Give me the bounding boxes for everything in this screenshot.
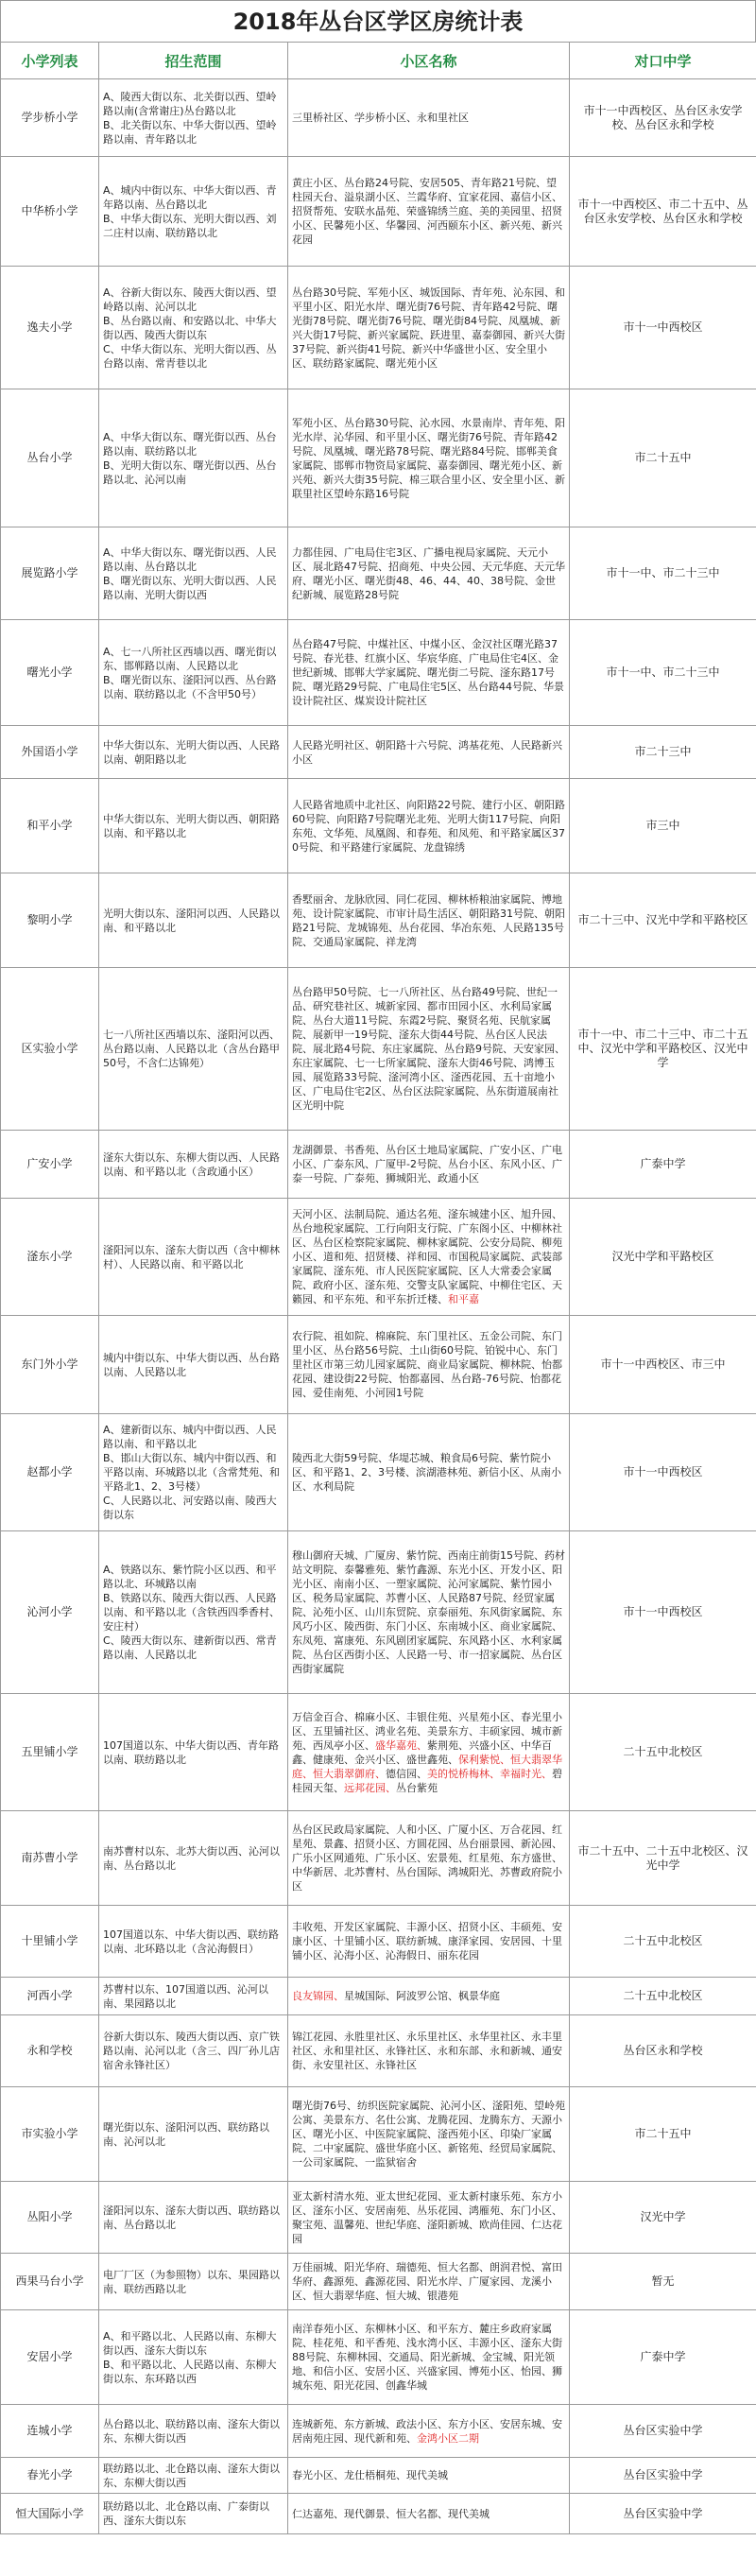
enrollment-range: A、城内中街以东、中华大街以西、青年路以南、丛台路以北 B、中华大街以东、光明大街以西、刘二庄村以南、联纺路以北	[99, 157, 288, 267]
middle-school: 市二十五中、二十五中北校区、汉光中学	[570, 1811, 756, 1906]
middle-school: 丛台区永和学校	[570, 2015, 756, 2087]
middle-school: 市十一中、市二十三中、市二十五中、汉光中学和平路校区、汉光中学	[570, 968, 756, 1131]
table-row	[1, 1978, 756, 2015]
enrollment-range: A、中华大街以东、曙光街以西、丛台路以南、联纺路以北 B、光明大街以东、曙光街以西、丛台路以北、沁河以南	[99, 389, 288, 527]
community-list: 丰收苑、开发区家属院、丰源小区、招贤小区、丰硕苑、安康小区、十里铺小区、联纺新城、康泽家园、安居园、十里铺小区、沁海小区、沁海假日、丽东花园	[288, 1906, 570, 1978]
school-name: 学步桥小学	[1, 79, 99, 157]
middle-school: 市十一中西校区	[570, 267, 756, 389]
table-row	[1, 267, 756, 389]
table-row	[1, 2182, 756, 2254]
table-row	[1, 2015, 756, 2087]
enrollment-range: 联纺路以北、北仓路以南、滏东大街以东、东柳大街以西	[99, 2458, 288, 2494]
school-name: 南苏曹小学	[1, 1811, 99, 1906]
enrollment-range: 滏东大街以东、东柳大街以西、人民路以南、和平路以北（含政通小区）	[99, 1131, 288, 1199]
community-list: 连城新苑、东方新城、政法小区、东方小区、安居东城、安居南苑庄园、现代新和苑、金鸿小区二期	[288, 2405, 570, 2458]
community-list: 农行院、祖如院、棉麻院、东门里社区、五金公司院、东门里小区、丛台路56号院、土山街60号院、铂锐中心、东门里社区市第三幼儿园家属院、商业局家属院、柳林院、怡都花园、建设街22号院、怡都嘉园、丛台路-76号院、怡都花园、爱佳南苑、小河园1号院	[288, 1316, 570, 1414]
enrollment-range: A、和平路以北、人民路以南、东柳大街以西、滏东大街以东 B、和平路以北、人民路以南、东柳大街以东、东环路以西	[99, 2310, 288, 2405]
table-row	[1, 779, 756, 873]
enrollment-range: 中华大街以东、光明大街以西、人民路以南、朝阳路以北	[99, 726, 288, 779]
middle-school: 市十一中西校区、丛台区永安学校、丛台区永和学校	[570, 79, 756, 157]
community-list: 力都佳园、广电局住宅3区、广播电视局家属院、天元小区、展北路47号院、招商苑、中央公园、天元华庭、天元华府、曙光小区、曙光街48、46、44、40、38号院、金世纪新城、展览路28号院	[288, 527, 570, 620]
middle-school: 二十五中北校区	[570, 1694, 756, 1811]
school-name: 逸夫小学	[1, 267, 99, 389]
page-title: 2018年丛台区学区房统计表	[0, 0, 756, 42]
middle-school: 广泰中学	[570, 2310, 756, 2405]
table-row	[1, 2405, 756, 2458]
community-list: 丛台区民政局家属院、人和小区、广厦小区、万合花园、红星苑、景鑫、招贤小区、方圆花园、丛台丽景园、新沁园、广乐小区网通苑、广乐小区、宏景苑、红星苑、东方盛世、中华新居、北苏曹村、丛台国际、鸿城阳光、苏曹政府院小区	[288, 1811, 570, 1906]
enrollment-range: 电厂厂区（为参照物）以东、果园路以南、联纺西路以北	[99, 2254, 288, 2310]
enrollment-range: A、陵西大街以东、北关街以西、望岭路以南(含常谢庄)丛台路以北 B、北关街以东、中华大街以西、望岭路以南、青年路以北	[99, 79, 288, 157]
header-row	[1, 43, 756, 79]
community-list: 三里桥社区、学步桥小区、永和里社区	[288, 79, 570, 157]
middle-school: 广泰中学	[570, 1131, 756, 1199]
header-middle-school: 对口中学	[570, 43, 756, 79]
middle-school: 市十一中、市二十三中	[570, 620, 756, 726]
enrollment-range: 七一八所社区西墙以东、滏阳河以西、丛台路以南、人民路以北（含丛台路甲50号，不含仁达锦苑）	[99, 968, 288, 1131]
community-list: 曙光街76号、纺织医院家属院、沁河小区、滏阳苑、望岭苑公寓、美景东方、名仕公寓、龙腾花园、龙腾东方、天源小区、曙光小区、中医院家属院、滏西苑小区、印染厂家属院、二中家属院、盛世华庭小区、新铭苑、经贸局家属院、一公司家属院、一监狱宿舍	[288, 2087, 570, 2182]
community-list: 天河小区、法制局院、通达名苑、滏东城建小区、旭升园、丛台地税家属院、工行向阳支行院、广东阁小区、中柳林社区、丛台区检察院家属院、柳林家属院、公安分局院、柳苑小区、道和苑、招贤楼、祥和园、市国税局家属院、武装部家属院、滏东苑、市人民医院家属院、区人大常委会家属院、政府小区、滏东苑、交警支队家属院、中柳住宅区、天籁园、和平东苑、和平东折迁楼、和平嘉	[288, 1199, 570, 1316]
table-row	[1, 2494, 756, 2534]
table-row	[1, 1131, 756, 1199]
school-name: 广安小学	[1, 1131, 99, 1199]
middle-school: 市十一中西校区、市三中	[570, 1316, 756, 1414]
middle-school: 市二十五中	[570, 2087, 756, 2182]
enrollment-range: 丛台路以北、联纺路以南、滏东大街以东、东柳大街以西	[99, 2405, 288, 2458]
table-row	[1, 873, 756, 968]
community-list: 人民路光明社区、朝阳路十六号院、鸿基花苑、人民路新兴小区	[288, 726, 570, 779]
middle-school: 汉光中学和平路校区	[570, 1199, 756, 1316]
community-list: 陵西北大街59号院、华堤芯城、粮食局6号院、紫竹院小区、和平路1、2、3号楼、滨湖港林苑、新信小区、从南小区、水利局院	[288, 1414, 570, 1531]
community-list: 万佳丽城、阳光华府、瑞德苑、恒大名都、朗润君悦、富田华府、鑫源苑、鑫源花园、阳光水岸、广厦家园、龙溪小区、恒大翡翠华庭、恒大城、银港苑	[288, 2254, 570, 2310]
table-row	[1, 1531, 756, 1694]
school-name: 和平小学	[1, 779, 99, 873]
middle-school: 二十五中北校区	[570, 1906, 756, 1978]
enrollment-range: 苏曹村以东、107国道以西、沁河以南、果园路以北	[99, 1978, 288, 2015]
table-row	[1, 1316, 756, 1414]
community-list: 丛台路47号院、中煤社区、中煤小区、金汉社区曙光路37号院、春光巷、红旗小区、华宸华庭、广电局住宅4区、金世纪新城、邯郸大学家属院、曙光街二号院、滏东路17号院、曙光路29号院、广电局住宅5区、丛台路44号院、华景设计院社区、煤炭设计院社区	[288, 620, 570, 726]
community-list: 军苑小区、丛台路30号院、沁水园、水景南岸、青年苑、阳光水岸、沁华园、和平里小区、曙光街76号院、青年路42号院、凤凰城、曙光路78号院、曙光路84号院、邯郸美食家属院、邯郸市物资局家属院、嘉泰御园、曙光苑小区、新兴苑、新兴大街35号院、棉三联合里小区、安全里小区、新联里社区望岭东路16号院	[288, 389, 570, 527]
table-row	[1, 620, 756, 726]
middle-school: 市二十三中	[570, 726, 756, 779]
enrollment-range: 光明大街以东、滏阳河以西、人民路以南、和平路以北	[99, 873, 288, 968]
table-row	[1, 2254, 756, 2310]
middle-school: 汉光中学	[570, 2182, 756, 2254]
school-name: 春光小学	[1, 2458, 99, 2494]
table-row	[1, 1906, 756, 1978]
header-school: 小学列表	[1, 43, 99, 79]
table-row	[1, 1199, 756, 1316]
enrollment-range: 107国道以东、中华大街以西、青年路以南、联纺路以北	[99, 1694, 288, 1811]
table-body	[1, 79, 756, 2534]
community-list: 人民路省地质中北社区、向阳路22号院、建行小区、朝阳路60号院、向阳路7号院曙光北苑、光明大街117号院、向阳东苑、文华苑、凤凰阁、和春苑、和凤苑、和平路家属区370号院、和平路建行家属院、龙盘锦绣	[288, 779, 570, 873]
middle-school: 市十一中西校区、市二十五中、丛台区永安学校、丛台区永和学校	[570, 157, 756, 267]
enrollment-range: 滏阳河以东、滏东大街以西、联纺路以南、丛台路以北	[99, 2182, 288, 2254]
table-row	[1, 1694, 756, 1811]
header-communities: 小区名称	[288, 43, 570, 79]
community-list: 丛台路甲50号院、七一八所社区、丛台路49号院、世纪一品、研究巷社区、城新家园、都市田园小区、水利局家属院、丛台大道11号院、东霞2号院、聚贤名苑、民航家属院、展新甲一19号院、滏东大街44号院、丛台区人民法院、展北路4号院、东庄家属院、丛台路9号院、天安家园、东庄家属院、七一七所家属院、滏东大街46号院、鸿博玉园、展览路33号院、滏河湾小区、滏西花园、五十亩地小区、广电局住宅2区、丛台区法院家属院、丛东街道展南社区光明中院	[288, 968, 570, 1131]
school-name: 东门外小学	[1, 1316, 99, 1414]
middle-school: 丛台区实验中学	[570, 2494, 756, 2534]
table-row	[1, 2087, 756, 2182]
school-name: 恒大国际小学	[1, 2494, 99, 2534]
table-row	[1, 726, 756, 779]
table-row	[1, 1414, 756, 1531]
middle-school: 二十五中北校区	[570, 1978, 756, 2015]
school-name: 赵都小学	[1, 1414, 99, 1531]
school-name: 丛阳小学	[1, 2182, 99, 2254]
school-name: 中华桥小学	[1, 157, 99, 267]
school-name: 河西小学	[1, 1978, 99, 2015]
school-name: 黎明小学	[1, 873, 99, 968]
enrollment-range: A、中华大街以东、曙光街以西、人民路以南、丛台路以北 B、曙光街以东、光明大街以西、人民路以南、光明大街以西	[99, 527, 288, 620]
middle-school: 市十一中、市二十三中	[570, 527, 756, 620]
school-name: 曙光小学	[1, 620, 99, 726]
community-list: 穆山御府天城、广厦房、紫竹院、西南庄前街15号院、药材站文明院、泰馨雅苑、紫竹鑫源、东光小区、开发小区、阳光小区、南南小区、一塑家属院、沁河家属院、紫竹园小区、税务局家属院、苏曹小区、人民路87号院、经贸家属院、沁苑小区、山川东贸院、京泰丽苑、东风街家属院、东风巧小区、陵西街、东门小区、东南城小区、商业家属院、东凤苑、富康苑、东风剧团家属院、东风路小区、水利家属院、丛台区西街小区、人民路一号、市一招家属院、丛台区西街家属院	[288, 1531, 570, 1694]
enrollment-range: A、建新街以东、城内中街以西、人民路以南、和平路以北 B、邯山大街以东、城内中街以西、和平路以南、环城路以北（含常梵苑、和平路北1、2、3号楼） C、人民路以北、河安路以南、陵西大街以东	[99, 1414, 288, 1531]
school-name: 区实验小学	[1, 968, 99, 1131]
enrollment-range: A、铁路以东、紫竹院小区以西、和平路以北、环城路以南 B、铁路以东、陵西大街以西、人民路以南、和平路以北（含铁西四季香村、安庄村） C、陵西大街以东、建新街以西、常青路以南、人民路以北	[99, 1531, 288, 1694]
middle-school: 市十一中西校区	[570, 1414, 756, 1531]
community-list: 万信金百合、棉麻小区、丰银住苑、兴星苑小区、春光里小区、五里铺社区、鸿业名苑、美景东方、丰硕家园、城市新苑、西凤亭小区、盛华嘉苑、紫荆苑、兴盛小区、中华百鑫、健康苑、金兴小区、盛世鑫苑、保利紫悦、恒大翡翠华庭、恒大翡翠御府、德信园、美的悦桥梅林、幸福时光、碧桂园天玺、远邦花园、丛台紫苑	[288, 1694, 570, 1811]
middle-school: 市二十五中	[570, 389, 756, 527]
school-name: 安居小学	[1, 2310, 99, 2405]
school-name: 沁河小学	[1, 1531, 99, 1694]
enrollment-range: 中华大街以东、光明大街以西、朝阳路以南、和平路以北	[99, 779, 288, 873]
enrollment-range: 滏阳河以东、滏东大街以西（含中柳林村）、人民路以南、和平路以北	[99, 1199, 288, 1316]
community-list: 良友锦园、星城国际、阿波罗公馆、枫景华庭	[288, 1978, 570, 2015]
school-name: 永和学校	[1, 2015, 99, 2087]
community-list: 龙湖御景、书香苑、丛台区土地局家属院、广安小区、广电小区、广泰东风、广厦甲-2号院、丛台小区、东风小区、广泰一号院、广泰苑、狮城阳光、政通小区	[288, 1131, 570, 1199]
middle-school: 暂无	[570, 2254, 756, 2310]
community-list: 亚太新村清水苑、亚太世纪花园、亚太新村康乐苑、东方小区、滏东小区、安居南苑、丛乐花园、鸿雁苑、东门小区、聚宝苑、温馨苑、世纪华庭、滏阳新城、欧尚佳园、仁达花园	[288, 2182, 570, 2254]
community-list: 仁达嘉苑、现代御景、恒大名都、现代美城	[288, 2494, 570, 2534]
community-list: 锦江花园、永胜里社区、永乐里社区、永华里社区、永丰里社区、永和里社区、永锋社区、永和东部、永和新城、通安街、永安里社区、永锋社区	[288, 2015, 570, 2087]
enrollment-range: A、七一八所社区西墙以西、曙光街以东、邯郸路以南、人民路以北 B、曙光街以东、滏阳河以西、丛台路以南、联纺路以北（不含甲50号）	[99, 620, 288, 726]
header-range: 招生范围	[99, 43, 288, 79]
community-list: 春光小区、龙仕梧桐苑、现代美城	[288, 2458, 570, 2494]
enrollment-range: 城内中街以东、中华大街以西、丛台路以南、人民路以北	[99, 1316, 288, 1414]
school-name: 滏东小学	[1, 1199, 99, 1316]
table-row	[1, 79, 756, 157]
school-name: 市实验小学	[1, 2087, 99, 2182]
table-row	[1, 1811, 756, 1906]
community-list: 香墅丽舍、龙脉欣园、同仁花园、柳林桥粮油家属院、博地苑、设计院家属院、市审计局生活区、朝阳路31号院、朝阳路21号院、龙城锦苑、丛台花园、华冶东苑、人民路135号院、交通局家属院、祥龙湾	[288, 873, 570, 968]
middle-school: 市二十三中、汉光中学和平路校区	[570, 873, 756, 968]
middle-school: 丛台区实验中学	[570, 2405, 756, 2458]
community-list: 黄庄小区、丛台路24号院、安居505、青年路21号院、望柱园天台、溢泉湖小区、兰霞华府、宜家花园、嘉信小区、招贤帮苑、安联水晶苑、荣盛锦绣兰庭、美的美园里、招贤小区、民馨苑小区、华馨园、河西颐东小区、新兴苑、新兴花园	[288, 157, 570, 267]
school-name: 外国语小学	[1, 726, 99, 779]
enrollment-range: 107国道以东、中华大街以西、联纺路以南、北环路以北（含沁海假日）	[99, 1906, 288, 1978]
enrollment-range: A、谷新大街以东、陵西大街以西、望岭路以南、沁河以北 B、丛台路以南、和安路以北、中华大街以西、陵西大街以东 C、中华大街以东、光明大街以西、丛台路以南、常青巷以北	[99, 267, 288, 389]
school-name: 丛台小学	[1, 389, 99, 527]
middle-school: 市十一中西校区	[570, 1531, 756, 1694]
table-row	[1, 157, 756, 267]
table-row	[1, 2458, 756, 2494]
table-row	[1, 2310, 756, 2405]
school-name: 展览路小学	[1, 527, 99, 620]
enrollment-range: 谷新大街以东、陵西大街以西、京广铁路以南、沁河以北（含三、四厂孙儿店宿舍永锋社区）	[99, 2015, 288, 2087]
middle-school: 市三中	[570, 779, 756, 873]
table-row	[1, 968, 756, 1131]
enrollment-range: 南苏曹村以东、北苏大街以西、沁河以南、丛台路以北	[99, 1811, 288, 1906]
school-name: 西果马台小学	[1, 2254, 99, 2310]
school-name: 十里铺小学	[1, 1906, 99, 1978]
enrollment-range: 曙光街以东、滏阳河以西、联纺路以南、沁河以北	[99, 2087, 288, 2182]
community-list: 南洋春苑小区、东柳林小区、和平东方、麓庄乡政府家属院、桂花苑、和平香苑、浅水湾小区、丰源小区、滏东大街88号院、东柳林园、交通局、阳光新城、金宝城、阳光领地、和信小区、安居小区、兴盛家园、博苑小区、怡园、狮城东苑、阳光花园、创鑫华城	[288, 2310, 570, 2405]
table-row	[1, 389, 756, 527]
enrollment-range: 联纺路以北、北仓路以南、广泰街以西、滏东大街以东	[99, 2494, 288, 2534]
school-name: 五里铺小学	[1, 1694, 99, 1811]
school-name: 连城小学	[1, 2405, 99, 2458]
district-table	[0, 42, 756, 2534]
table-row	[1, 527, 756, 620]
middle-school: 丛台区实验中学	[570, 2458, 756, 2494]
community-list: 丛台路30号院、军苑小区、城饭国际、青年苑、沁东园、和平里小区、阳光水岸、曙光街76号院、青年路42号院、曙光街78号院、曙光街76号院、曙光街84号院、凤凰城、新兴大街17号院、新兴家属院、跃进里、嘉泰御园、新兴大街37号院、新兴街41号院、新兴中华盛世小区、安全里小区、联纺路家属院、曙光苑小区	[288, 267, 570, 389]
